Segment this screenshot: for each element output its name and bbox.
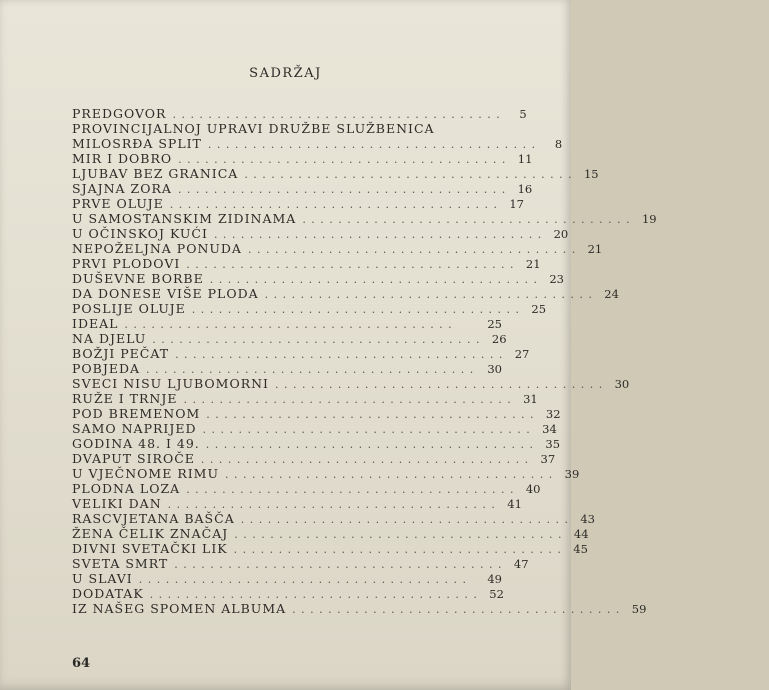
toc-entry [72, 421, 557, 436]
dot-leader: . . . . . . . . . . . . . . . . . . . . . . . . . . . . . . . . . . . . . [138, 573, 468, 586]
toc-entry-title: IZ NAŠEG SPOMEN ALBUMA [72, 601, 287, 616]
dot-leader: . . . . . . . . . . . . . . . . . . . . . . . . . . . . . . . . . . . . . [178, 153, 507, 166]
toc-entry-title: POD BREMENOM [72, 406, 201, 421]
toc-entry [72, 526, 589, 541]
toc-entry-page: 43 [580, 512, 595, 526]
toc-entry [72, 211, 657, 226]
dot-leader: . . . . . . . . . . . . . . . . . . . . . . . . . . . . . . . . . . . . . [186, 483, 515, 496]
toc-entry [72, 451, 556, 466]
dot-leader: . . . . . . . . . . . . . . . . . . . . . . . . . . . . . . . . . . . . . [186, 258, 515, 271]
toc-entry-title: SVETA SMRT [72, 556, 169, 571]
toc-entry-title: DUŠEVNE BORBE [72, 271, 204, 286]
toc-entry-title: U SAMOSTANSKIM ZIDINAMA [72, 211, 297, 226]
dot-leader: . . . . . . . . . . . . . . . . . . . . . . . . . . . . . . . . . . . . . [213, 228, 543, 241]
toc-entry-title: SJAJNA ZORA [72, 181, 172, 196]
toc-entry-title: POSLIJE OLUJE [72, 301, 186, 316]
dot-leader: . . . . . . . . . . . . . . . . . . . . . . . . . . . . . . . . . . . . . [209, 273, 538, 286]
toc-entry-title: BOŽJI PEČAT [72, 346, 170, 361]
toc-entry [72, 406, 561, 421]
toc-entry [72, 181, 533, 196]
toc-entry-title: RUŽE I TRNJE [72, 391, 178, 406]
toc-heading: SADRŽAJ [249, 66, 322, 81]
dot-leader: . . . . . . . . . . . . . . . . . . . . . . . . . . . . . . . . . . . . . [174, 558, 503, 571]
toc-entry-page: 37 [540, 452, 556, 466]
toc-entry-page: 25 [487, 317, 502, 331]
dot-leader: . . . . . . . . . . . . . . . . . . . . . . . . . . . . . . . . . . . . . [292, 603, 621, 616]
toc-entry-title: VELIKI DAN [72, 496, 162, 511]
dot-leader: . . . . . . . . . . . . . . . . . . . . . . . . . . . . . . . . . . . . . [233, 543, 562, 556]
dot-leader: . . . . . . . . . . . . . . . . . . . . . . . . . . . . . . . . . . . . . [191, 303, 521, 316]
dot-leader: . . . . . . . . . . . . . . . . . . . . . . . . . . . . . . . . . . . . . [200, 453, 530, 466]
toc-entry [72, 436, 561, 451]
toc-entry-page: 11 [517, 152, 533, 166]
toc-entry-title: DA DONESE VIŠE PLODA [72, 286, 259, 301]
toc-entry-page: 31 [523, 392, 538, 406]
toc-entry [72, 391, 538, 406]
toc-entry-title: IDEAL [72, 316, 119, 331]
toc-entry-title: LJUBAV BEZ GRANICA [72, 166, 239, 181]
toc-entry-page: 41 [507, 497, 522, 511]
toc-entry-title: NA DJELU [72, 331, 147, 346]
dot-leader: . . . . . . . . . . . . . . . . . . . . . . . . . . . . . . . . . . . . . [225, 468, 554, 481]
toc-entry-page: 34 [542, 422, 557, 436]
toc-entry-page: 25 [531, 302, 547, 316]
toc-entry [72, 301, 547, 316]
toc-entry-title: PREDGOVOR [72, 106, 167, 121]
dot-leader: . . . . . . . . . . . . . . . . . . . . . . . . . . . . . . . . . . . . . [183, 393, 512, 406]
dot-leader: . . . . . . . . . . . . . . . . . . . . . . . . . . . . . . . . . . . . . [207, 138, 537, 151]
dot-leader: . . . . . . . . . . . . . . . . . . . . . . . . . . . . . . . . . . . . . [169, 198, 498, 211]
toc-entry [72, 511, 595, 526]
toc-entry-title: PRVI PLODOVI [72, 256, 181, 271]
dot-leader: . . . . . . . . . . . . . . . . . . . . . . . . . . . . . . . . . . . . . [175, 348, 504, 361]
dot-leader: . . . . . . . . . . . . . . . . . . . . . . . . . . . . . . . . . . . . . [152, 333, 481, 346]
dot-leader: . . . . . . . . . . . . . . . . . . . . . . . . . . . . . . . . . . . . . [172, 108, 501, 121]
toc-entry [72, 106, 527, 121]
toc-entry-page: 32 [545, 407, 561, 421]
toc-entry-page: 30 [487, 362, 502, 376]
toc-entry-page: 59 [631, 602, 647, 616]
toc-entry [72, 481, 541, 496]
toc-entry-title: U SLAVI [72, 571, 133, 586]
toc-entry-title: DVAPUT SIROČE [72, 451, 195, 466]
toc-entry-title: U OČINSKOJ KUĆI [72, 226, 208, 241]
toc-entry [72, 361, 502, 376]
toc-entry-page: 5 [519, 107, 527, 121]
page-number: 64 [72, 656, 91, 671]
toc-entry [72, 226, 569, 241]
toc-entry [72, 121, 502, 136]
toc-entry-page: 44 [573, 527, 589, 541]
toc-entry-page: 35 [545, 437, 561, 451]
toc-entry-page: 49 [487, 572, 502, 586]
toc-entry [72, 586, 502, 601]
dot-leader: . . . . . . . . . . . . . . . . . . . . . . . . . . . . . . . . . . . . . [206, 408, 535, 421]
toc-entry-page: 30 [614, 377, 630, 391]
toc-entry-page: 17 [509, 197, 524, 211]
dot-leader: . . . . . . . . . . . . . . . . . . . . . . . . . . . . . . . . . . . . . [240, 513, 569, 526]
toc-entry-title: SVECI NISU LJUBOMORNI [72, 376, 269, 391]
toc-entry-title: ŽENA ČELIK ZNAČAJ [72, 526, 229, 541]
toc-entry-page: 20 [553, 227, 569, 241]
dot-leader: . . . . . . . . . . . . . . . . . . . . . . . . . . . . . . . . . . . . . [202, 423, 531, 436]
toc-entry-page: 39 [564, 467, 580, 481]
toc-entry-page: 19 [641, 212, 657, 226]
toc-entry [72, 286, 619, 301]
toc-entry [72, 541, 588, 556]
toc-entry [72, 556, 529, 571]
toc-entry-title: DODATAK [72, 586, 144, 601]
dot-leader: . . . . . . . . . . . . . . . . . . . . . . . . . . . . . . . . . . . . . [264, 288, 593, 301]
toc-entry-page: 24 [604, 287, 619, 301]
toc-entry-title: RASCVJETANA BAŠČA [72, 511, 235, 526]
toc-entry [72, 331, 507, 346]
toc-entry-title: SAMO NAPRIJED [72, 421, 197, 436]
toc-entry-page: 23 [549, 272, 564, 286]
toc-entry-page: 26 [491, 332, 507, 346]
toc-entry [72, 136, 563, 151]
toc-entry [72, 571, 502, 586]
toc-entry-page: 52 [489, 587, 504, 601]
toc-entry-page: 40 [525, 482, 541, 496]
dot-leader: . . . . . . . . . . . . . . . . . . . . . . . . . . . . . . . . . . . . . [177, 183, 507, 196]
toc-entry-title: NEPOŽELJNA PONUDA [72, 241, 242, 256]
toc-entry-title: PLODNA LOZA [72, 481, 181, 496]
toc-entry-title: PROVINCIJALNOJ UPRAVI DRUŽBE SLUŽBENICA [72, 121, 435, 136]
toc-entry-title: GODINA 48. I 49. [72, 436, 200, 451]
toc-entry [72, 151, 533, 166]
toc-entry-page: 21 [587, 242, 603, 256]
toc-entry-page: 45 [573, 542, 588, 556]
toc-entry [72, 466, 580, 481]
toc-entry [72, 271, 564, 286]
dot-leader: . . . . . . . . . . . . . . . . . . . . . . . . . . . . . . . . . . . . . [205, 438, 535, 451]
toc-entry [72, 256, 541, 271]
toc-entry [72, 316, 502, 331]
toc-entry [72, 166, 599, 181]
toc-entry [72, 496, 522, 511]
toc-entry [72, 376, 630, 391]
toc-entry [72, 196, 524, 211]
toc-entry-title: MIR I DOBRO [72, 151, 173, 166]
toc-entry-page: 8 [554, 137, 563, 151]
toc-entry-page: 15 [583, 167, 599, 181]
toc-entry-page: 21 [525, 257, 541, 271]
table-of-contents [72, 106, 657, 616]
toc-entry-title: POBJEDA [72, 361, 141, 376]
dot-leader: . . . . . . . . . . . . . . . . . . . . . . . . . . . . . . . . . . . . . [149, 588, 478, 601]
dot-leader: . . . . . . . . . . . . . . . . . . . . . . . . . . . . . . . . . . . . . [146, 363, 475, 376]
toc-entry-title: MILOSRĐA SPLIT [72, 136, 202, 151]
dot-leader: . . . . . . . . . . . . . . . . . . . . . . . . . . . . . . . . . . . . . [234, 528, 563, 541]
dot-leader: . . . . . . . . . . . . . . . . . . . . . . . . . . . . . . . . . . . . . [124, 318, 453, 331]
dot-leader: . . . . . . . . . . . . . . . . . . . . . . . . . . . . . . . . . . . . . [302, 213, 631, 226]
toc-entry-title: U VJEČNOME RIMU [72, 466, 220, 481]
toc-entry-title: DIVNI SVETAČKI LIK [72, 541, 228, 556]
toc-entry [72, 601, 647, 616]
toc-entry-page: 47 [513, 557, 529, 571]
dot-leader: . . . . . . . . . . . . . . . . . . . . . . . . . . . . . . . . . . . . . [167, 498, 496, 511]
dot-leader: . . . . . . . . . . . . . . . . . . . . . . . . . . . . . . . . . . . . . [274, 378, 604, 391]
toc-entry [72, 241, 603, 256]
toc-entry-title: PRVE OLUJE [72, 196, 164, 211]
toc-entry-page: 27 [514, 347, 530, 361]
dot-leader: . . . . . . . . . . . . . . . . . . . . . . . . . . . . . . . . . . . . . [247, 243, 577, 256]
dot-leader: . . . . . . . . . . . . . . . . . . . . . . . . . . . . . . . . . . . . . [244, 168, 573, 181]
toc-entry-page: 16 [517, 182, 533, 196]
toc-entry [72, 346, 530, 361]
